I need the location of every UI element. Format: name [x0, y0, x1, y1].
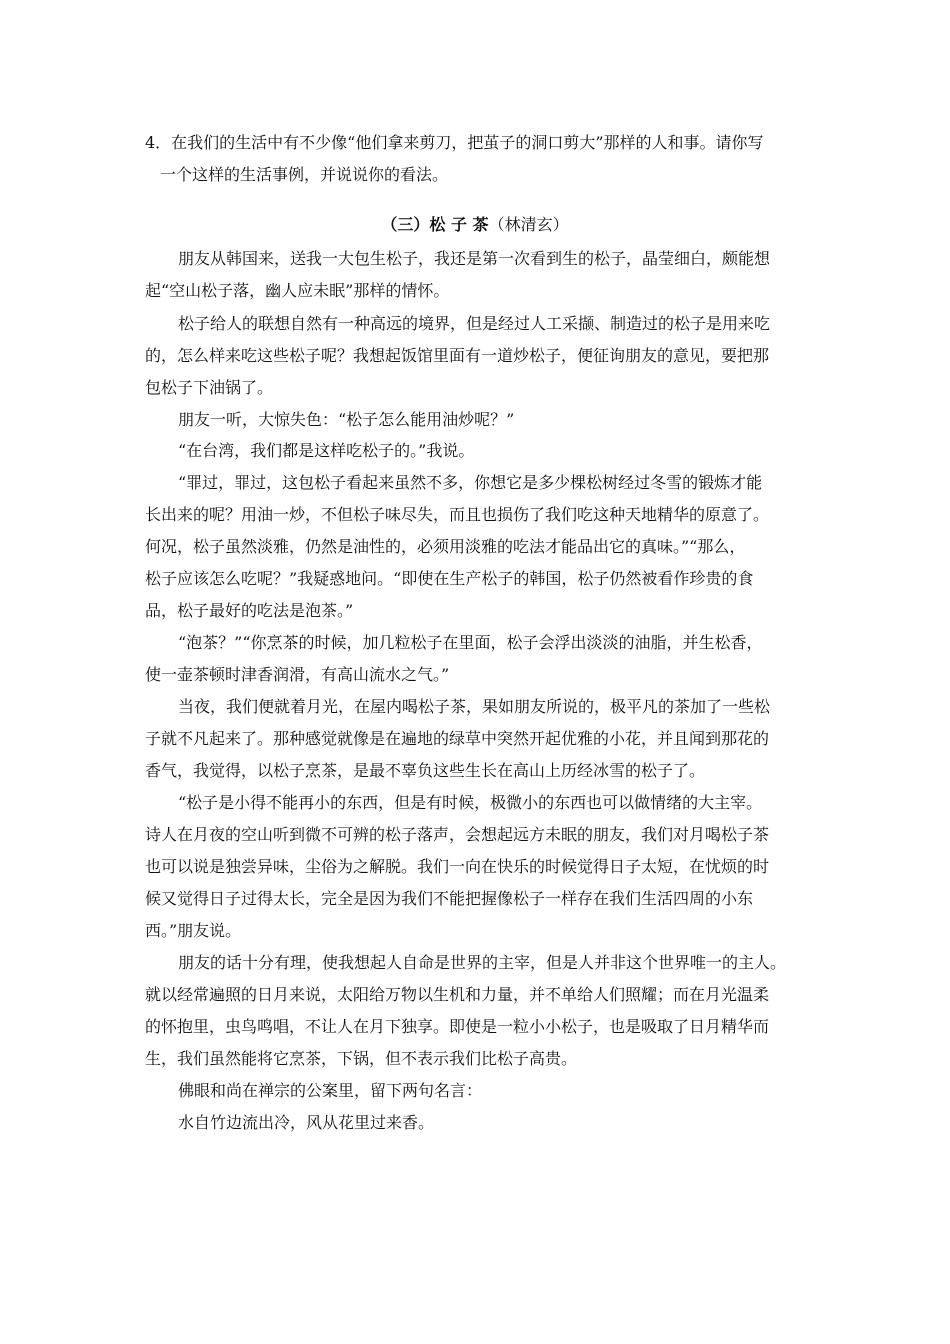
paragraph-line: 西。”朋友说。 — [145, 921, 242, 940]
paragraph-line: 朋友的话十分有理，使我想起人自命是世界的主宰，但是人并非这个世界唯一的主人。 — [178, 953, 787, 972]
paragraph-line: 也可以说是独尝异味，尘俗为之解脱。我们一向在快乐的时候觉得日子太短，在忧烦的时 — [145, 857, 770, 876]
paragraph-line: “松子是小得不能再小的东西，但是有时候，极微小的东西也可以做情绪的大主宰。 — [178, 793, 763, 812]
paragraph-line: 何况，松子虽然淡雅，仍然是油性的，必须用淡雅的吃法才能品出它的真味。”“那么， — [145, 537, 746, 556]
article-title-text: （三）松 子 茶 — [381, 215, 489, 234]
paragraph-line: 子就不凡起来了。那种感觉就像是在遍地的绿草中突然开起优雅的小花，并且闻到那花的 — [145, 729, 770, 748]
paragraph-line: 候又觉得日子过得太长，完全是因为我们不能把握像松子一样存在我们生活四周的小东 — [145, 889, 754, 908]
paragraph-line: “罪过，罪过，这包松子看起来虽然不多，你想它是多少棵松树经过冬雪的锻炼才能 — [178, 473, 763, 492]
paragraph-line: “在台湾，我们都是这样吃松子的。”我说。 — [178, 441, 475, 460]
paragraph-line: 朋友从韩国来，送我一大包生松子，我还是第一次看到生的松子，晶莹细白，颇能想 — [178, 249, 771, 268]
paragraph-line: 长出来的呢？用油一炒，不但松子味尽失，而且也损伤了我们吃这种天地精华的原意了。 — [145, 505, 770, 524]
paragraph-line: 品，松子最好的吃法是泡茶。” — [145, 601, 354, 620]
question-4-line-2: 一个这样的生活事例，并说说你的看法。 — [160, 165, 449, 184]
paragraph-line: 松子应该怎么吃呢？”我疑惑地问。“即使在生产松子的韩国，松子仍然被看作珍贵的食 — [145, 569, 754, 588]
paragraph-line: 包松子下油锅了。 — [145, 378, 274, 397]
paragraph-line: 香气，我觉得，以松子烹茶，是最不辜负这些生长在高山上历经冰雪的松子了。 — [145, 761, 706, 780]
paragraph-line: 的怀抱里，虫鸟鸣唱，不让人在月下独享。即使是一粒小小松子，也是吸取了日月精华而 — [145, 1017, 770, 1036]
article-author: （林清玄） — [488, 215, 569, 234]
paragraph-line: 就以经常遍照的日月来说，太阳给万物以生机和力量，并不单给人们照耀；而在月光温柔 — [145, 985, 770, 1004]
paragraph-line: “泡茶？”“你烹茶的时候，加几粒松子在里面，松子会浮出淡淡的油脂，并生松香， — [178, 633, 763, 652]
paragraph-line: 起“空山松子落，幽人应未眠”那样的情怀。 — [145, 281, 450, 300]
article-title — [0, 214, 950, 236]
paragraph-line: 朋友一听，大惊失色：“松子怎么能用油炒呢？” — [178, 410, 515, 429]
paragraph-line: 松子给人的联想自然有一种高远的境界，但是经过人工采撷、制造过的松子是用来吃 — [178, 314, 771, 333]
paragraph-line: 的，怎么样来吃这些松子呢？我想起饭馆里面有一道炒松子，便征询朋友的意见，要把那 — [145, 346, 770, 365]
question-4-line-1: 4．在我们的生活中有不少像“他们拿来剪刀，把茧子的洞口剪大”那样的人和事。请你写 — [145, 133, 764, 152]
paragraph-line: 诗人在月夜的空山听到微不可辨的松子落声，会想起远方未眠的朋友，我们对月喝松子茶 — [145, 825, 770, 844]
paragraph-line: 佛眼和尚在禅宗的公案里，留下两句名言： — [178, 1081, 483, 1100]
paragraph-line: 使一壶茶顿时津香润滑，有高山流水之气。” — [145, 665, 450, 684]
paragraph-line: 水自竹边流出冷，风从花里过来香。 — [178, 1113, 435, 1132]
paragraph-line: 当夜，我们便就着月光，在屋内喝松子茶，果如朋友所说的，极平凡的茶加了一些松 — [178, 697, 771, 716]
paragraph-line: 生，我们虽然能将它烹茶，下锅，但不表示我们比松子高贵。 — [145, 1049, 578, 1068]
